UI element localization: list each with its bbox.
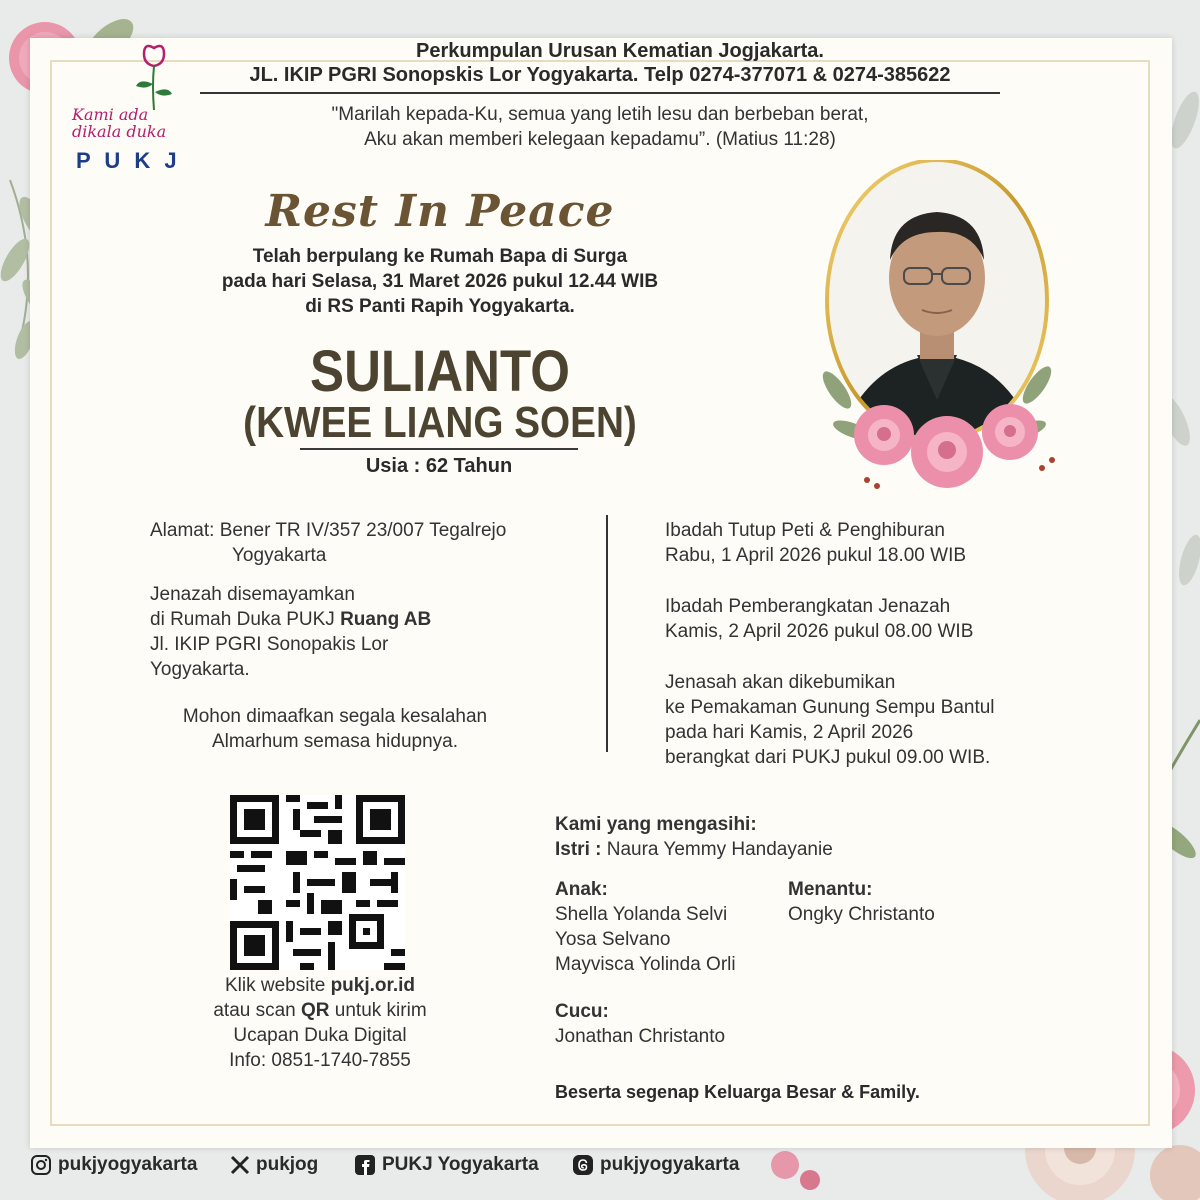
child-name: Shella Yolanda Selvi — [555, 904, 728, 925]
child-name: Mayvisca Yolinda Orli — [555, 954, 736, 975]
qr-line-2-end: untuk kirim — [329, 1000, 427, 1021]
death-announcement — [150, 244, 730, 319]
header-divider — [200, 92, 1000, 94]
closing-note: Beserta segenap Keluarga Besar & Family. — [555, 1082, 920, 1102]
burial-line-1: Jenasah akan dikebumikan — [665, 672, 896, 693]
inlaw-label: Menantu: — [788, 879, 873, 900]
apology-note — [120, 704, 550, 754]
address-line-1: Alamat: Bener TR IV/357 23/007 Tegalrejo — [150, 520, 507, 541]
instagram-icon — [30, 1154, 52, 1176]
apology-line-1: Mohon dimaafkan segala kesalahan — [182, 706, 488, 727]
qr-code[interactable] — [230, 795, 405, 970]
lying-location: di Rumah Duka PUKJ — [150, 609, 341, 630]
social-threads[interactable] — [572, 1152, 739, 1178]
column-divider — [606, 515, 608, 752]
qr-label: QR — [301, 1000, 330, 1021]
rest-in-peace-title: Rest In Peace — [265, 186, 615, 237]
facebook-icon — [354, 1154, 376, 1176]
verse-line-1: "Marilah kepada-Ku, semua yang letih lesu dan berbeban berat, — [331, 104, 869, 125]
wife-line — [555, 837, 975, 862]
instagram-handle: pukjyogyakarta — [58, 1154, 198, 1175]
x-icon — [230, 1155, 250, 1175]
announcement-line-2: pada hari Selasa, 31 Maret 2026 pukul 12.44 WIB — [221, 271, 659, 292]
apology-line-2: Almarhum semasa hidupnya. — [211, 731, 459, 752]
inlaw-name: Ongky Christanto — [788, 904, 935, 925]
service-2-title: Ibadah Pemberangkatan Jenazah — [665, 596, 951, 617]
org-address: JL. IKIP PGRI Sonopskis Lor Yogyakarta. Telp 0274-377071 & 0274-385622 — [249, 64, 951, 86]
logo-tagline-line1: Kami ada — [72, 105, 149, 124]
deceased-chinese-name: (KWEE LIANG SOEN) — [243, 398, 637, 447]
social-instagram[interactable] — [30, 1152, 197, 1178]
grandchild-label: Cucu: — [555, 1001, 609, 1022]
x-handle: pukjog — [256, 1154, 319, 1175]
lying-in-state-info — [150, 582, 600, 682]
service-1-title: Ibadah Tutup Peti & Penghiburan — [665, 520, 945, 541]
burial-line-4: berangkat dari PUKJ pukul 09.00 WIB. — [665, 747, 991, 768]
service-2 — [665, 594, 1105, 644]
service-1-time: Rabu, 1 April 2026 pukul 18.00 WIB — [665, 545, 967, 566]
info-phone: Info: 0851-1740-7855 — [229, 1050, 411, 1071]
wife-name: Naura Yemmy Handayanie — [601, 839, 833, 860]
deceased-age: Usia : 62 Tahun — [365, 455, 513, 477]
qr-instructions — [150, 973, 490, 1073]
family-heading: Kami yang mengasihi: — [555, 814, 757, 835]
website-link[interactable]: pukj.or.id — [330, 975, 416, 996]
facebook-page: PUKJ Yogyakarta — [382, 1154, 539, 1175]
announcement-line-3: di RS Panti Rapih Yogyakarta. — [305, 296, 575, 317]
children-label: Anak: — [555, 879, 608, 900]
child-name: Yosa Selvano — [555, 929, 671, 950]
logo-tagline — [72, 106, 182, 140]
bible-verse — [230, 102, 970, 152]
threads-icon — [572, 1154, 594, 1176]
service-1 — [665, 518, 1105, 568]
service-2-time: Kamis, 2 April 2026 pukul 08.00 WIB — [665, 621, 974, 642]
rose-logo-icon — [132, 40, 178, 112]
portrait-photo — [812, 160, 1062, 500]
qr-line-1-text: Klik website — [224, 975, 331, 996]
children-block — [555, 877, 785, 977]
wife-label: Istri : — [555, 839, 602, 860]
grandchild-name: Jonathan Christanto — [555, 1026, 726, 1047]
lying-room: Ruang AB — [340, 609, 432, 630]
lying-line-3: Jl. IKIP PGRI Sonopakis Lor — [150, 634, 389, 655]
grandchildren-block — [555, 999, 855, 1049]
name-divider — [300, 448, 578, 450]
deceased-name: SULIANTO — [310, 339, 570, 404]
burial-line-2: ke Pemakaman Gunung Sempu Bantul — [665, 697, 995, 718]
org-name: Perkumpulan Urusan Kematian Jogjakarta. — [416, 40, 824, 62]
lying-line-1: Jenazah disemayamkan — [150, 584, 355, 605]
logo-tagline-line2: dikala duka — [72, 122, 167, 141]
social-facebook[interactable] — [354, 1152, 539, 1178]
qr-line-1 — [150, 973, 490, 998]
home-address — [150, 518, 600, 568]
inlaws-block — [788, 877, 1008, 927]
address-line-2: Yogyakarta — [232, 545, 327, 566]
announcement-line-1: Telah berpulang ke Rumah Bapa di Surga — [252, 246, 628, 267]
qr-line-3: Ucapan Duka Digital — [233, 1025, 407, 1046]
burial-line-3: pada hari Kamis, 2 April 2026 — [665, 722, 914, 743]
lying-line-4: Yogyakarta. — [150, 659, 250, 680]
qr-line-2 — [150, 998, 490, 1023]
verse-line-2: Aku akan memberi kelegaan kepadamu”. (Matius 11:28) — [364, 129, 836, 150]
threads-handle: pukjyogyakarta — [600, 1154, 740, 1175]
lying-line-2 — [150, 607, 600, 632]
qr-line-2-text: atau scan — [213, 1000, 302, 1021]
logo-brand: P U K J — [76, 148, 181, 173]
burial-info — [665, 670, 1105, 770]
social-x[interactable] — [230, 1152, 318, 1178]
family-heading-block — [555, 812, 975, 862]
